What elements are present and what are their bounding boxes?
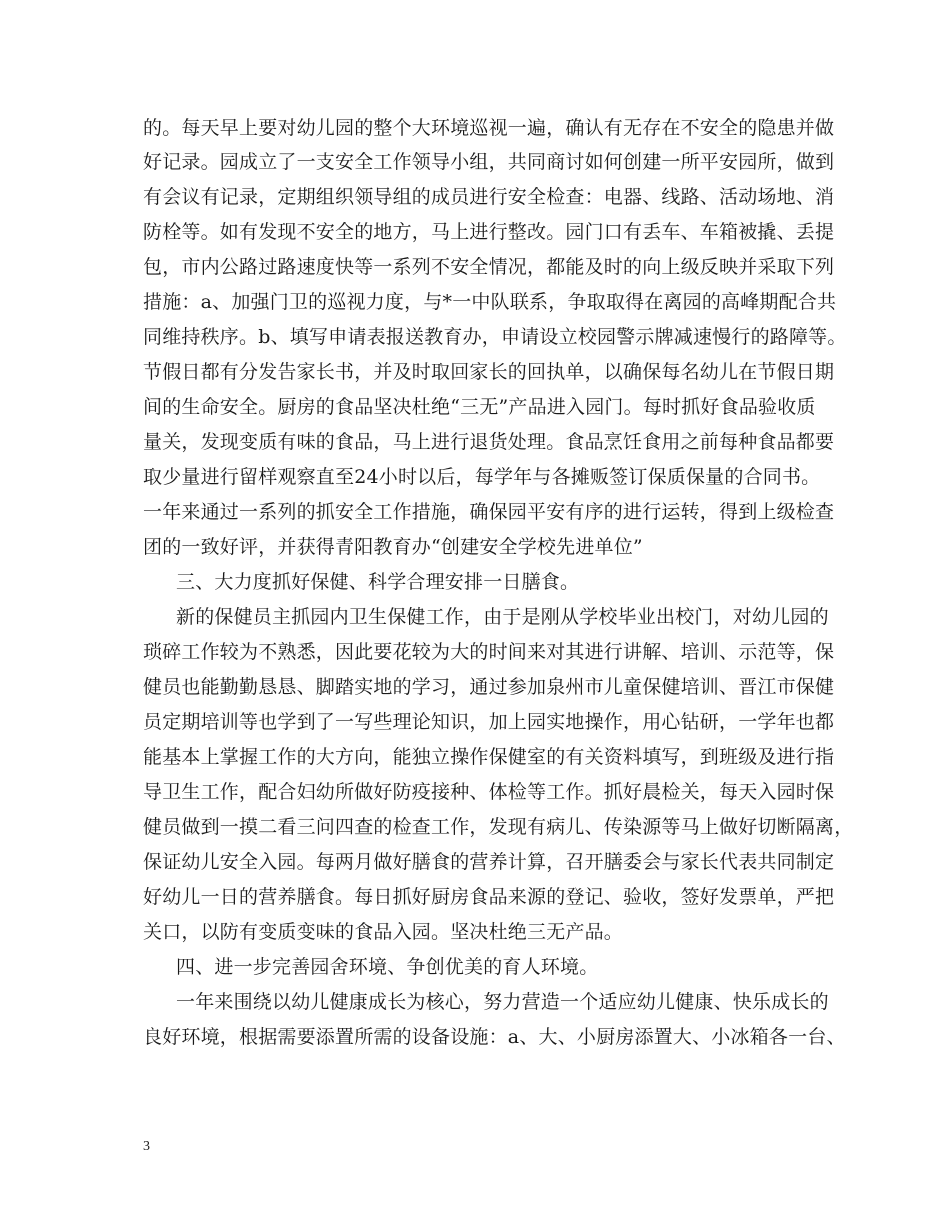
text-line: 健员也能勤勤恳恳、脚踏实地的学习，通过参加泉州市儿童保健培训、晋江市保健	[143, 676, 835, 698]
text-line: 间的生命安全。厨房的食品坚决杜绝“三无”产品进入园门。每时抓好食品验收质	[143, 396, 816, 418]
text-line: 能基本上掌握工作的大方向，能独立操作保健室的有关资料填写，到班级及进行指	[143, 746, 835, 768]
page-number: 3	[143, 1139, 150, 1154]
text-line: 琐碎工作较为不熟悉，因此要花较为大的时间来对其进行讲解、培训、示范等，保	[143, 641, 835, 663]
text-line: 取少量进行留样观察直至24小时以后，每学年与各摊贩签订保质保量的合同书。	[143, 466, 821, 488]
text-line: 健员做到一摸二看三问四查的检查工作，发现有病儿、传染源等马上做好切断隔离，	[143, 816, 854, 838]
section-heading: 三、大力度抓好保健、科学合理安排一日膳食。	[176, 571, 580, 593]
text-line: 关口，以防有变质变味的食品入园。坚决杜绝三无产品。	[143, 921, 624, 943]
text-line: 保证幼儿安全入园。每两月做好膳食的营养计算，召开膳委会与家长代表共同制定	[143, 851, 835, 873]
text-line: 好记录。园成立了一支安全工作领导小组，共同商讨如何创建一所平安园所，做到	[143, 151, 835, 173]
text-line: 一年来围绕以幼儿健康成长为核心，努力营造一个适应幼儿健康、快乐成长的	[176, 991, 829, 1013]
text-line: 团的一致好评，并获得青阳教育办“创建安全学校先进单位”	[143, 536, 643, 558]
text-line: 同维持秩序。b、填写申请表报送教育办，申请设立校园警示牌减速慢行的路障等。	[143, 326, 847, 348]
text-line: 包，市内公路过路速度快等一系列不安全情况，都能及时的向上级反映并采取下列	[143, 256, 835, 278]
text-line: 一年来通过一系列的抓安全工作措施，确保园平安有序的进行运转，得到上级检查	[143, 501, 835, 523]
text-line: 量关，发现变质有味的食品，马上进行退货处理。食品烹饪食用之前每种食品都要	[143, 431, 835, 453]
text-line: 措施：a、加强门卫的巡视力度，与*一中队联系，争取取得在离园的高峰期配合共	[143, 291, 837, 313]
text-line: 好幼儿一日的营养膳食。每日抓好厨房食品来源的登记、验收，签好发票单，严把	[143, 886, 835, 908]
text-line: 良好环境，根据需要添置所需的设备设施：a、大、小厨房添置大、小冰箱各一台、	[143, 1026, 846, 1048]
text-line: 的。每天早上要对幼儿园的整个大环境巡视一遍，确认有无存在不安全的隐患并做	[143, 117, 835, 139]
section-heading: 四、进一步完善园舍环境、争创优美的育人环境。	[176, 956, 599, 978]
text-line: 有会议有记录，定期组织领导组的成员进行安全检查：电器、线路、活动场地、消	[143, 186, 835, 208]
text-line: 新的保健员主抓园内卫生保健工作，由于是刚从学校毕业出校门，对幼儿园的	[176, 606, 829, 628]
text-line: 节假日都有分发告家长书，并及时取回家长的回执单，以确保每名幼儿在节假日期	[143, 361, 835, 383]
text-line: 员定期培训等也学到了一写些理论知识，加上园实地操作，用心钻研，一学年也都	[143, 711, 835, 733]
text-line: 防栓等。如有发现不安全的地方，马上进行整改。园门口有丢车、车箱被撬、丢提	[143, 221, 835, 243]
text-line: 导卫生工作，配合妇幼所做好防疫接种、体检等工作。抓好晨检关，每天入园时保	[143, 781, 835, 803]
